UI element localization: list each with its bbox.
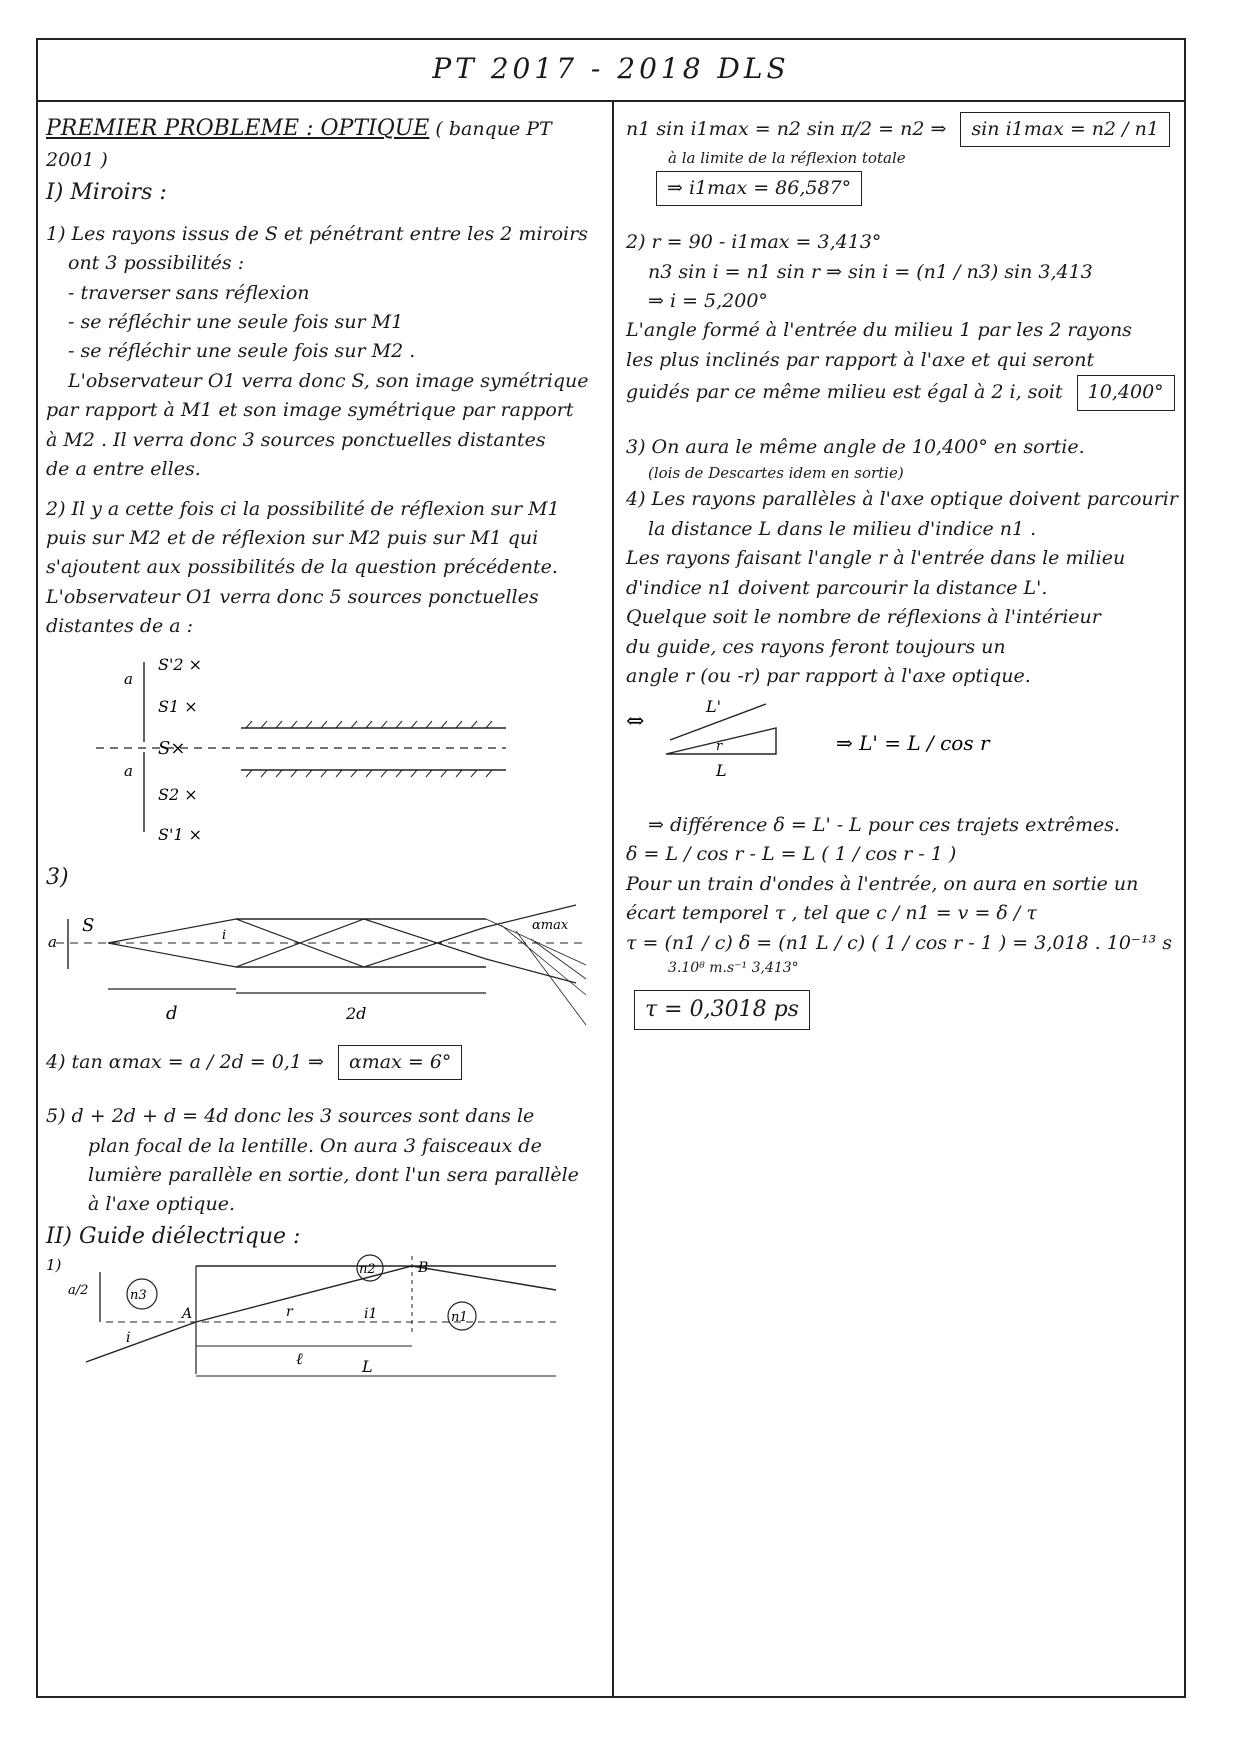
lprime-result: ⇒ L' = L / cos r	[836, 730, 990, 755]
alpha-max-label: αmax	[532, 918, 569, 934]
mirror-hatching	[246, 721, 492, 728]
right-answer-2-box: 10,400°	[1077, 375, 1175, 410]
point-a-label: A	[182, 1306, 193, 1322]
source-s2: S2 ×	[158, 784, 198, 804]
answer-4-text: 4) tan αmax = a / 2d = 0,1 ⇒	[46, 1050, 324, 1073]
right-answer-2	[626, 228, 1178, 411]
right-answer-5-note: 3.10⁸ m.s⁻¹ 3,413°	[668, 960, 799, 977]
distance-2d-label: 2d	[346, 1004, 367, 1024]
answer-5-line: à l'axe optique.	[88, 1193, 235, 1216]
answer-5-line: plan focal de la lentille. On aura 3 faisceaux de	[88, 1134, 542, 1157]
guided-ray	[86, 1266, 556, 1362]
answer-1-line: à M2 . Il verra donc 3 sources ponctuelles distantes	[46, 428, 546, 451]
source-s1-prime: S'1 ×	[158, 824, 203, 844]
source-label: S	[82, 915, 95, 937]
right-answer-4-line: d'indice n1 doivent parcourir la distance L'.	[626, 576, 1048, 599]
angle-i-label: i	[222, 928, 227, 944]
answer-5-line: 5) d + 2d + d = 4d donc les 3 sources sont dans le	[46, 1105, 535, 1128]
answer-1-line: L'observateur O1 verra donc S, son image symétrique	[68, 369, 589, 392]
n2-label: n2	[359, 1262, 376, 1277]
mirror-hatching	[246, 770, 492, 777]
equation-1-box: sin i1max = n2 / n1	[960, 112, 1169, 147]
triangle-figure	[626, 692, 1178, 802]
fig-a-label: a	[124, 761, 133, 780]
n1-label: n1	[451, 1310, 468, 1325]
guide-question-label: 1)	[46, 1256, 62, 1274]
right-column	[626, 112, 1178, 1030]
right-answer-3-line: 3) On aura le même angle de 10,400° en sortie.	[626, 435, 1085, 458]
section-miroirs: I) Miroirs :	[46, 179, 167, 205]
answer-2-line: L'observateur O1 verra donc 5 sources ponctuelles	[46, 585, 539, 608]
right-answer-4-line: Quelque soit le nombre de réflexions à l'intérieur	[626, 606, 1101, 629]
answer-2	[46, 495, 602, 642]
page-title: PT 2017 - 2018 DLS	[432, 52, 790, 85]
n3-label: n3	[130, 1288, 147, 1303]
answer-2-line: 2) Il y a cette fois ci la possibilité de réflexion sur M1	[46, 497, 560, 520]
right-answer-5-line: δ = L / cos r - L = L ( 1 / cos r - 1 )	[626, 843, 957, 866]
answer-1	[46, 220, 602, 485]
answer-2-line: distantes de a :	[46, 615, 194, 638]
column-divider	[612, 100, 614, 1698]
equation-1-note: à la limite de la réflexion totale	[668, 149, 906, 168]
lprime-label: L'	[706, 696, 722, 716]
answer-5-line: lumière parallèle en sortie, dont l'un sera parallèle	[88, 1164, 579, 1187]
answer-2-line: s'ajoutent aux possibilités de la question précédente.	[46, 556, 558, 579]
answer-1-line: 1) Les rayons issus de S et pénétrant entre les 2 miroirs	[46, 222, 588, 245]
angle-i1-label: i1	[364, 1306, 378, 1322]
answer-4	[46, 1045, 602, 1080]
right-answer-5-line: ⇒ différence δ = L' - L pour ces trajets extrêmes.	[648, 813, 1121, 836]
angle-r-label: r	[286, 1304, 293, 1320]
right-answer-2-line: guidés par ce même milieu est égal à 2 i, soit	[626, 381, 1063, 404]
answer-3-label: 3)	[46, 865, 69, 891]
source-s2-prime: S'2 ×	[158, 654, 203, 674]
left-column	[46, 112, 602, 1393]
right-answer-3-note: (lois de Descartes idem en sortie)	[648, 464, 904, 483]
fig-a-label: a	[124, 669, 133, 688]
source-s1: S1 ×	[158, 696, 198, 716]
right-answer-4	[626, 485, 1178, 691]
answer-1-line: par rapport à M1 et son image symétrique par rapport	[46, 399, 574, 422]
equation-1-text: n1 sin i1max = n2 sin π/2 = n2 ⇒	[626, 118, 947, 140]
right-answer-4-line: angle r (ou -r) par rapport à l'axe optique.	[626, 665, 1031, 688]
answer-1-line: ont 3 possibilités :	[68, 252, 245, 275]
answer-1-line: - se réfléchir une seule fois sur M1	[68, 310, 404, 333]
right-answer-5-line: écart temporel τ , tel que c / n1 = v = δ / τ	[626, 902, 1037, 925]
answer-5	[46, 1102, 602, 1220]
right-answer-4-line: Les rayons faisant l'angle r à l'entrée dans le milieu	[626, 547, 1126, 570]
half-width-label: a/2	[68, 1283, 89, 1298]
fig-a-label: a	[48, 933, 57, 952]
angle-i-label: i	[126, 1330, 131, 1346]
right-answer-2-line: ⇒ i = 5,200°	[648, 290, 768, 312]
right-answer-4-line: 4) Les rayons parallèles à l'axe optique doivent parcourir	[626, 488, 1178, 511]
length-L-label: L	[716, 760, 727, 780]
right-answer-5-line: Pour un train d'ondes à l'entrée, on aura en sortie un	[626, 872, 1139, 895]
light-rays	[108, 905, 576, 983]
title-divider	[36, 100, 1186, 102]
problem-heading: PREMIER PROBLEME : OPTIQUE	[46, 116, 430, 141]
sources-figure	[46, 642, 602, 852]
answer-4-result: αmax = 6°	[338, 1045, 462, 1080]
right-answer-2-line: n3 sin i = n1 sin r ⇒ sin i = (n1 / n3) sin 3,413	[648, 260, 1093, 283]
point-b-label: B	[418, 1260, 429, 1276]
answer-1-line: de a entre elles.	[46, 458, 201, 481]
length-l-label: ℓ	[296, 1349, 303, 1368]
answer-2-line: puis sur M2 et de réflexion sur M2 puis sur M1 qui	[46, 527, 539, 549]
final-result-box: τ = 0,3018 ps	[634, 990, 810, 1030]
ray-figure	[46, 895, 602, 1035]
guide-figure	[46, 1254, 602, 1384]
source-s: S×	[158, 737, 186, 759]
equation-1	[626, 112, 1178, 147]
problem-heading-note: ( banque PT 2001 )	[46, 118, 552, 172]
right-answer-5	[626, 811, 1178, 980]
answer-1-line: - traverser sans réflexion	[68, 281, 310, 304]
distance-d-label: d	[166, 1003, 178, 1025]
right-answer-2-line: les plus inclinés par rapport à l'axe et qui seront	[626, 348, 1095, 371]
equivalence-symbol: ⇔	[626, 708, 645, 734]
right-answer-2-line: 2) r = 90 - i1max = 3,413°	[626, 231, 882, 254]
right-answer-4-line: la distance L dans le milieu d'indice n1 .	[648, 517, 1037, 540]
right-answer-2-line: L'angle formé à l'entrée du milieu 1 par les 2 rayons	[626, 319, 1132, 342]
length-L-label: L	[362, 1357, 373, 1376]
right-answer-5-line: τ = (n1 / c) δ = (n1 L / c) ( 1 / cos r - 1 ) = 3,018 . 10⁻¹³ s	[626, 931, 1172, 954]
section-guide: II) Guide diélectrique :	[46, 1223, 301, 1249]
right-answer-3	[626, 433, 1178, 486]
answer-1-line: - se réfléchir une seule fois sur M2 .	[68, 340, 416, 363]
right-answer-4-line: du guide, ces rayons feront toujours un	[626, 635, 1006, 658]
equation-2-box: ⇒ i1max = 86,587°	[656, 171, 862, 206]
angle-r-label: r	[716, 738, 723, 754]
